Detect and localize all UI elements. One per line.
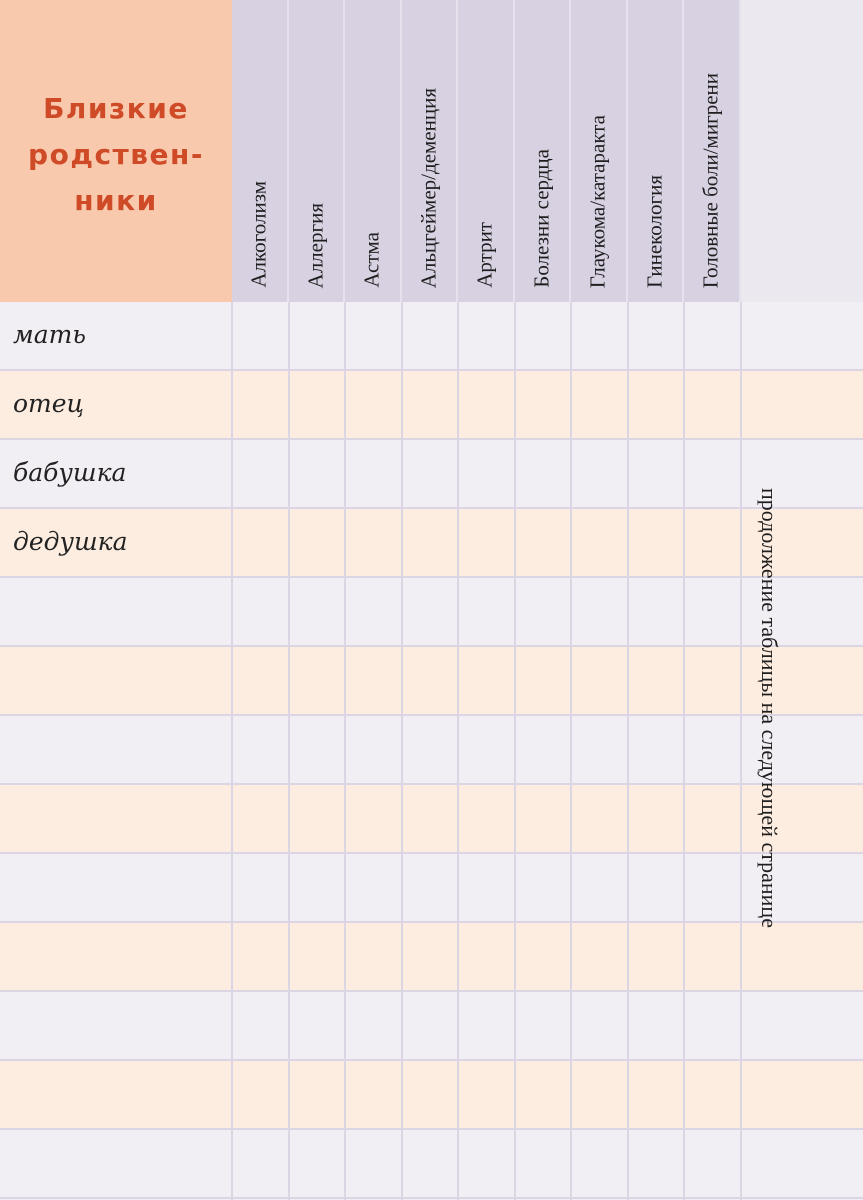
table-row <box>0 647 863 716</box>
table-row <box>0 578 863 647</box>
condition-label: Гинекология <box>642 175 667 288</box>
grid-line <box>401 302 403 1200</box>
table-row <box>0 371 863 440</box>
relative-label: мать <box>13 320 86 349</box>
table-row <box>0 440 863 509</box>
table-row <box>0 1061 863 1130</box>
condition-header <box>571 0 628 302</box>
condition-label: Глаукома/катаракта <box>585 114 610 288</box>
header-empty-cell <box>741 0 863 302</box>
grid-line <box>457 302 459 1200</box>
table-row <box>0 302 863 371</box>
relatives-header-title: Близкие родствен- ники <box>28 92 204 217</box>
grid-line <box>231 302 233 1200</box>
table-row <box>0 509 863 578</box>
grid-line <box>344 302 346 1200</box>
grid-line <box>683 302 685 1200</box>
condition-label: Артрит <box>472 222 497 288</box>
condition-header <box>458 0 515 302</box>
condition-header <box>628 0 685 302</box>
table-row <box>0 785 863 854</box>
condition-label: Астма <box>359 232 384 288</box>
table-row <box>0 992 863 1061</box>
grid-line <box>740 302 742 1200</box>
condition-header <box>684 0 741 302</box>
table-row <box>0 854 863 923</box>
table-row <box>0 1130 863 1199</box>
grid-line <box>570 302 572 1200</box>
condition-header <box>345 0 402 302</box>
condition-header <box>289 0 346 302</box>
condition-label: Головные боли/мигрени <box>698 72 723 288</box>
condition-label: Болезни сердца <box>529 149 554 288</box>
condition-label: Альцгеймер/деменция <box>416 87 441 288</box>
condition-label: Аллергия <box>303 202 328 288</box>
relative-label: бабушка <box>13 458 127 487</box>
continuation-note: продолжение таблицы на следующей странице <box>757 488 782 928</box>
table-row <box>0 923 863 992</box>
relative-label: дедушка <box>13 527 128 556</box>
table-row <box>0 716 863 785</box>
condition-header <box>232 0 289 302</box>
condition-header <box>402 0 459 302</box>
relative-label: отец <box>13 389 84 418</box>
condition-label: Алкоголизм <box>246 181 271 288</box>
relatives-header-cell <box>0 0 232 302</box>
grid-line <box>627 302 629 1200</box>
grid-line <box>514 302 516 1200</box>
condition-header <box>515 0 572 302</box>
grid-line <box>288 302 290 1200</box>
